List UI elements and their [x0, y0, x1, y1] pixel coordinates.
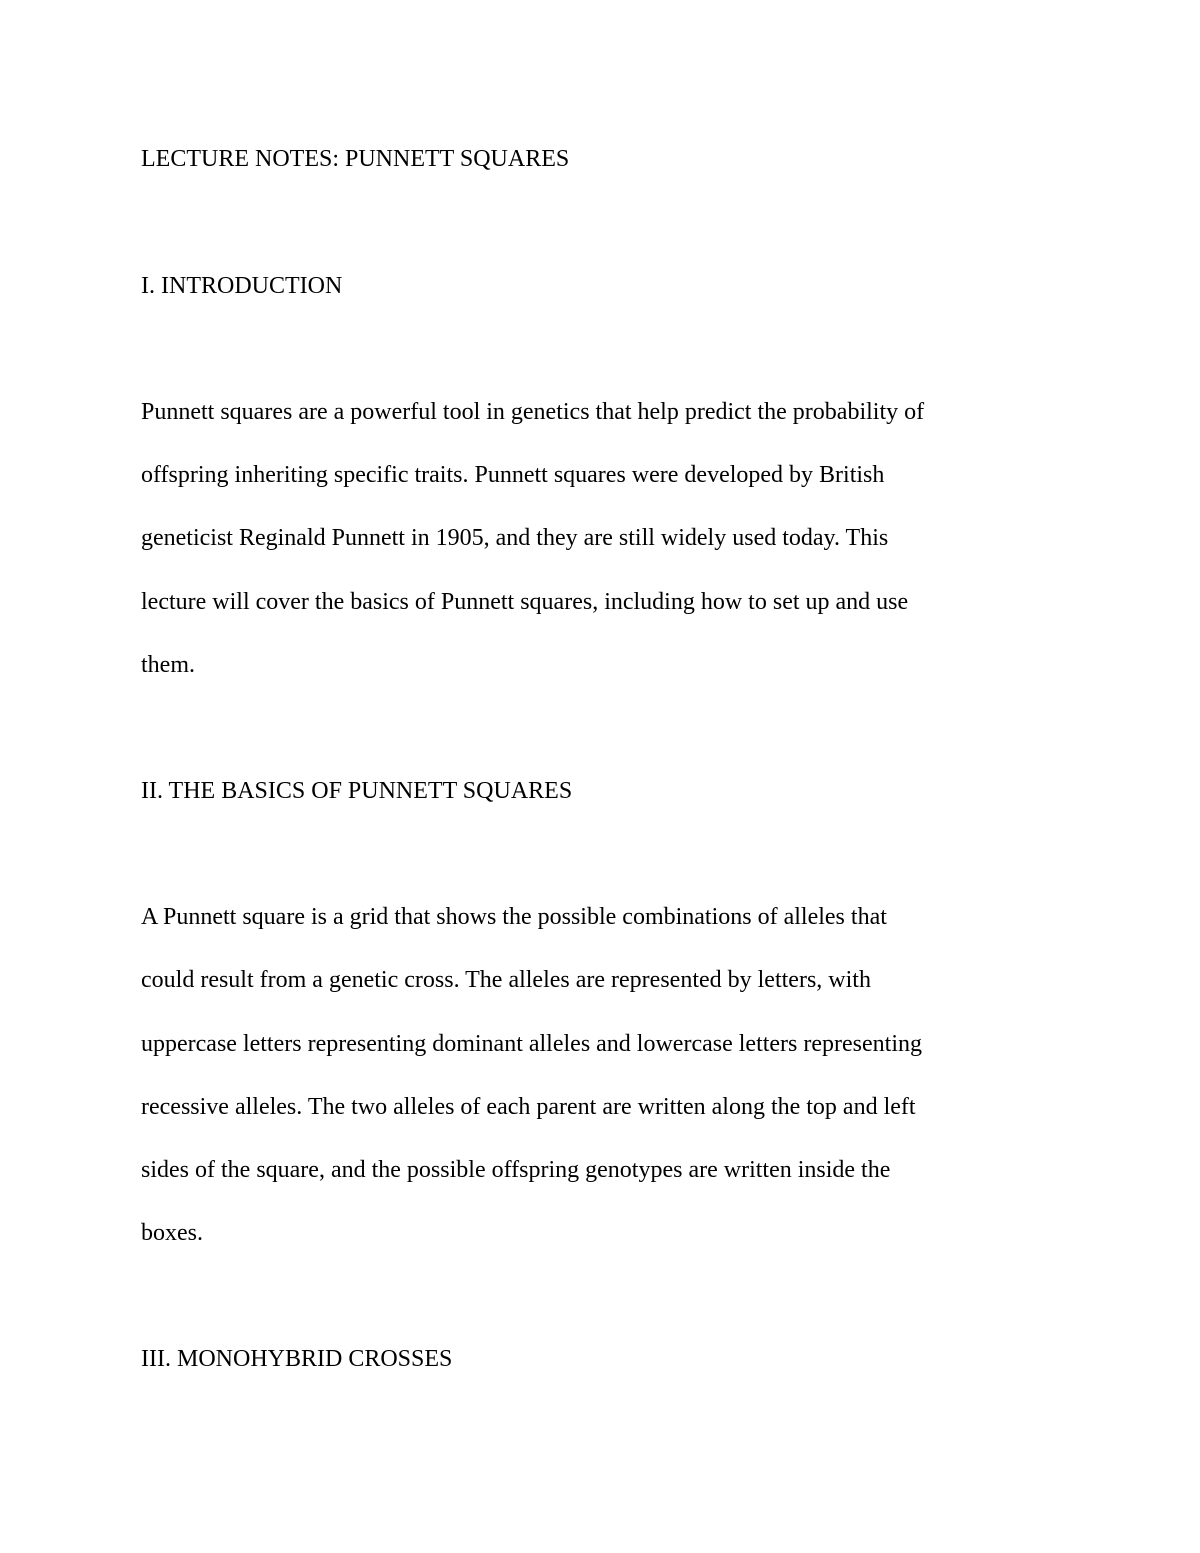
paragraph-line: lecture will cover the basics of Punnett squares, including how to set up and use [141, 589, 909, 615]
section-heading-monohybrid-crosses: III. MONOHYBRID CROSSES [141, 1346, 453, 1372]
paragraph-line: uppercase letters representing dominant alleles and lowercase letters representing [141, 1031, 923, 1057]
paragraph-line: Punnett squares are a powerful tool in genetics that help predict the probability of [141, 399, 925, 425]
paragraph-line: offspring inheriting specific traits. Punnett squares were developed by British [141, 462, 885, 488]
paragraph-line: boxes. [141, 1220, 203, 1246]
paragraph-line: recessive alleles. The two alleles of each parent are written along the top and left [141, 1094, 916, 1120]
paragraph-line: them. [141, 652, 195, 678]
document-title: LECTURE NOTES: PUNNETT SQUARES [141, 146, 570, 172]
section-heading-introduction: I. INTRODUCTION [141, 273, 343, 299]
section-heading-basics: II. THE BASICS OF PUNNETT SQUARES [141, 778, 573, 804]
paragraph-line: geneticist Reginald Punnett in 1905, and they are still widely used today. This [141, 525, 889, 551]
paragraph-line: could result from a genetic cross. The alleles are represented by letters, with [141, 967, 871, 993]
paragraph-line: A Punnett square is a grid that shows the possible combinations of alleles that [141, 904, 887, 930]
paragraph-line: sides of the square, and the possible offspring genotypes are written inside the [141, 1157, 891, 1183]
